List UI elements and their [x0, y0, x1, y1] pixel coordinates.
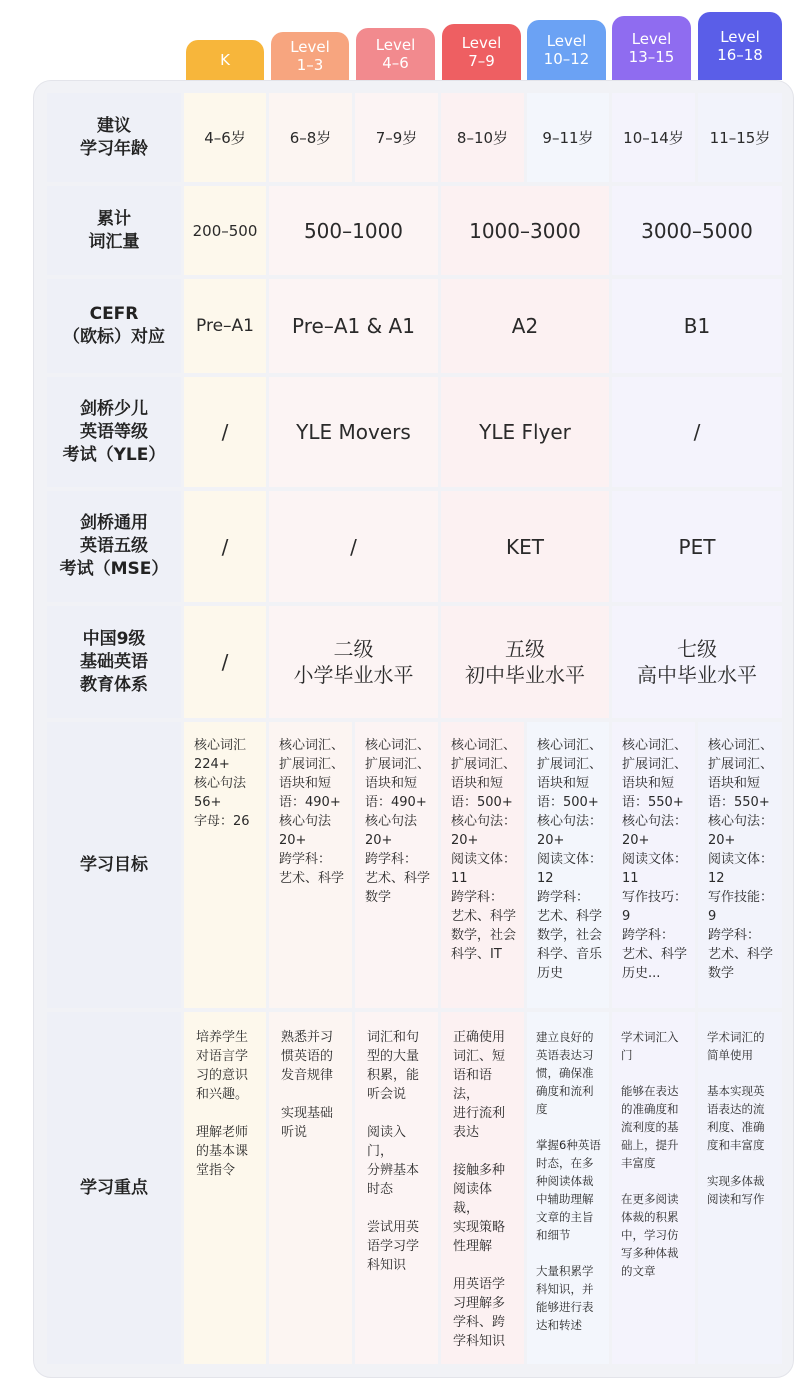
age-cell: 6–8岁 [269, 93, 352, 182]
goal-cell: 核心词汇、 扩展词汇、 语块和短 语：500+ 核心句法： 20+ 阅读文体： 12 跨学科： 艺术、科学 数学，社会 科学、音乐 历史 [527, 722, 609, 1008]
yle-cell: YLE Movers [269, 377, 438, 487]
focus-cell: 培养学生 对语言学 习的意识 和兴趣。 理解老师 的基本课 堂指令 [184, 1012, 266, 1364]
row-label-yle: 剑桥少儿 英语等级 考试（YLE） [47, 377, 181, 487]
goal-cell: 核心词汇 224+ 核心句法 56+ 字母：26 [184, 722, 266, 1008]
tab-level-7-9: Level 7–9 [442, 24, 521, 80]
age-cell: 8–10岁 [441, 93, 524, 182]
focus-cell: 学术词汇入 门 能够在表达 的准确度和 流利度的基 础上，提升 丰富度 在更多阅读 体裁的积累 中，学习仿 写多种体裁 的文章 [612, 1012, 695, 1364]
age-cell: 7–9岁 [355, 93, 438, 182]
row-label-cefr: CEFR （欧标）对应 [47, 279, 181, 373]
vocab-cell: 1000–3000 [441, 186, 609, 275]
row-label-goals: 学习目标 [47, 722, 181, 1008]
row-label-age: 建议 学习年龄 [47, 93, 181, 182]
goal-cell: 核心词汇、 扩展词汇、 语块和短 语：550+ 核心句法： 20+ 阅读文体： 12 写作技能： 9 跨学科： 艺术、科学 数学 [698, 722, 782, 1008]
focus-cell: 词汇和句 型的大量 积累，能 听会说 阅读入门， 分辨基本 时态 尝试用英 语学习学 科知识 [355, 1012, 438, 1364]
focus-cell: 建立良好的 英语表达习 惯，确保准 确度和流利 度 掌握6种英语 时态，在多 种阅读体裁 中辅助理解 文章的主旨 和细节 大量积累学 科知识，并 能够进行表 达和转述 [527, 1012, 609, 1364]
goal-cell: 核心词汇、 扩展词汇、 语块和短 语：550+ 核心句法： 20+ 阅读文体： 11 写作技巧： 9 跨学科： 艺术、科学 历史... [612, 722, 695, 1008]
china-cell: 五级 初中毕业水平 [441, 606, 609, 718]
age-cell: 10–14岁 [612, 93, 695, 182]
age-cell: 4–6岁 [184, 93, 266, 182]
row-label-mse: 剑桥通用 英语五级 考试（MSE） [47, 491, 181, 602]
goal-cell: 核心词汇、 扩展词汇、 语块和短 语：490+ 核心句法 20+ 跨学科： 艺术、科学 [269, 722, 352, 1008]
cefr-cell: A2 [441, 279, 609, 373]
cefr-cell: Pre–A1 [184, 279, 266, 373]
mse-cell: PET [612, 491, 782, 602]
row-label-china: 中国9级 基础英语 教育体系 [47, 606, 181, 718]
focus-cell: 学术词汇的 简单使用 基本实现英 语表达的流 利度、准确 度和丰富度 实现多体裁 阅读和写作 [698, 1012, 782, 1364]
yle-cell: / [184, 377, 266, 487]
tab-level-16-18: Level 16–18 [698, 12, 782, 80]
row-label-focus: 学习重点 [47, 1012, 181, 1364]
age-cell: 9–11岁 [527, 93, 609, 182]
mse-cell: KET [441, 491, 609, 602]
focus-cell: 熟悉并习 惯英语的 发音规律 实现基础 听说 [269, 1012, 352, 1364]
vocab-cell: 500–1000 [269, 186, 438, 275]
level-tabs [0, 0, 800, 80]
age-cell: 11–15岁 [698, 93, 782, 182]
tab-level-4-6: Level 4–6 [356, 28, 435, 80]
cefr-cell: Pre–A1 & A1 [269, 279, 438, 373]
vocab-cell: 200–500 [184, 186, 266, 275]
goal-cell: 核心词汇、 扩展词汇、 语块和短 语：490+ 核心句法 20+ 跨学科： 艺术、科学 数学 [355, 722, 438, 1008]
china-cell: 二级 小学毕业水平 [269, 606, 438, 718]
row-label-vocab: 累计 词汇量 [47, 186, 181, 275]
cefr-cell: B1 [612, 279, 782, 373]
vocab-cell: 3000–5000 [612, 186, 782, 275]
tab-level-k: K [186, 40, 264, 80]
china-cell: / [184, 606, 266, 718]
mse-cell: / [269, 491, 438, 602]
tab-level-1-3: Level 1–3 [271, 32, 349, 80]
mse-cell: / [184, 491, 266, 602]
yle-cell: / [612, 377, 782, 487]
focus-cell: 正确使用 词汇、短 语和语法， 进行流利 表达 接触多种 阅读体裁， 实现策略 性理解 用英语学 习理解多 学科、跨 学科知识 [441, 1012, 524, 1364]
tab-level-13-15: Level 13–15 [612, 16, 691, 80]
yle-cell: YLE Flyer [441, 377, 609, 487]
goal-cell: 核心词汇、 扩展词汇、 语块和短 语：500+ 核心句法： 20+ 阅读文体： 11 跨学科： 艺术、科学 数学，社会 科学、IT [441, 722, 524, 1008]
china-cell: 七级 高中毕业水平 [612, 606, 782, 718]
tab-level-10-12: Level 10–12 [527, 20, 606, 80]
